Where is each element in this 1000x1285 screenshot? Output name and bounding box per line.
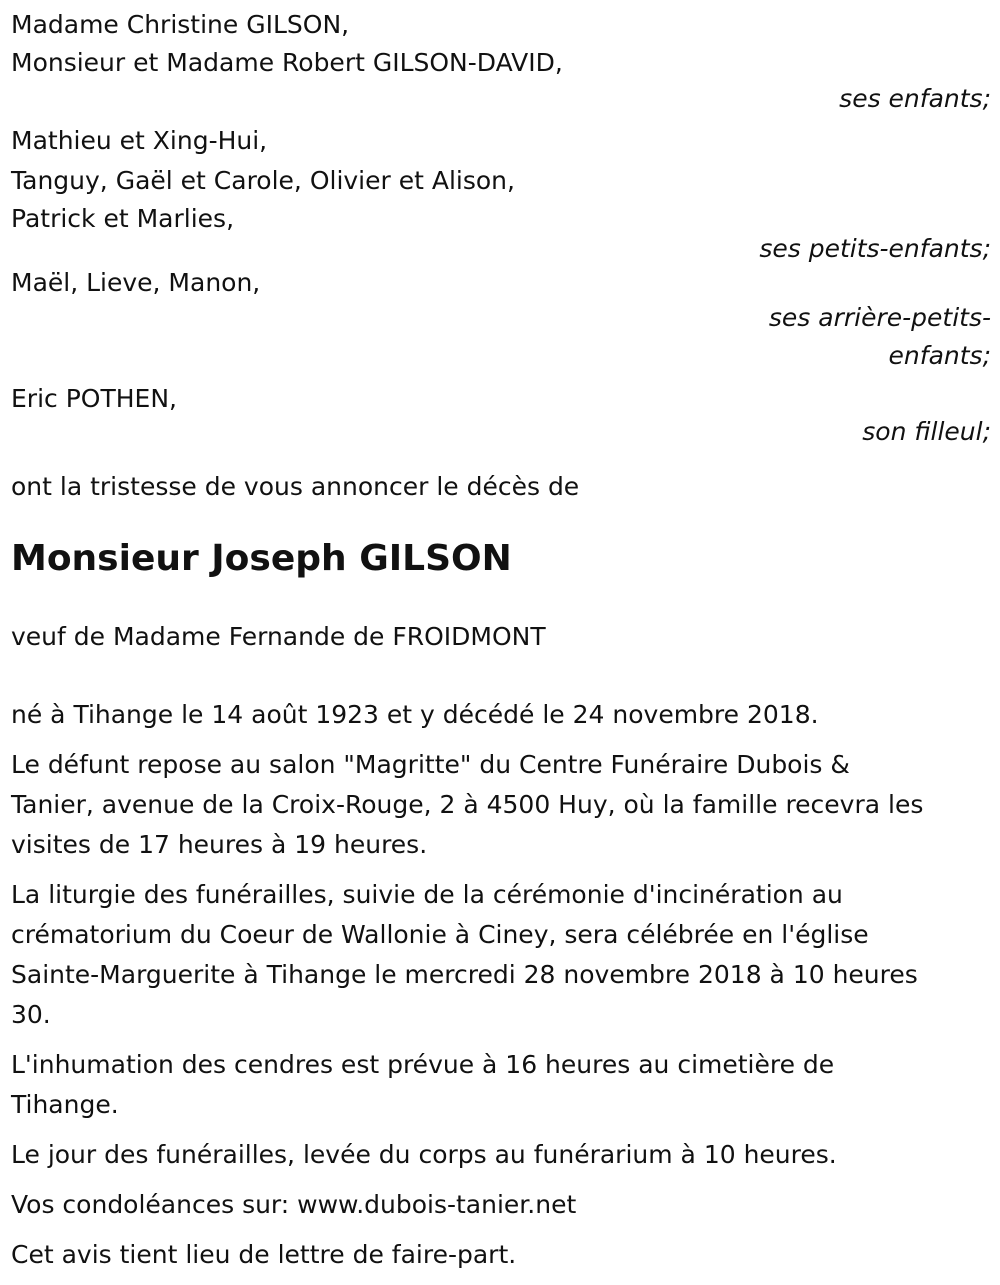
funeral-day-paragraph bbox=[11, 1135, 991, 1175]
great-grandchildren-role: ses arrière-petits- bbox=[768, 303, 991, 332]
grandchildren-role: ses petits-enfants; bbox=[759, 234, 991, 263]
liturgy-line: crématorium du Coeur de Wallonie à Ciney, sera célébrée en l'église bbox=[11, 920, 869, 949]
deceased-name: Monsieur Joseph GILSON bbox=[11, 538, 512, 579]
grandchild-name: Patrick et Marlies, bbox=[11, 204, 235, 233]
grandchild-name: Tanguy, Gaël et Carole, Olivier et Alison, bbox=[11, 166, 515, 195]
repose-line: Le défunt repose au salon "Magritte" du Centre Funéraire Dubois & bbox=[11, 750, 850, 779]
godson-role: son filleul; bbox=[862, 417, 991, 446]
inhumation-line: L'inhumation des cendres est prévue à 16 heures au cimetière de bbox=[11, 1050, 835, 1079]
liturgy-paragraph bbox=[11, 875, 991, 1035]
liturgy-line: La liturgie des funérailles, suivie de la cérémonie d'incinération au bbox=[11, 880, 843, 909]
liturgy-line: 30. bbox=[11, 1000, 51, 1029]
godson-name: Eric POTHEN, bbox=[11, 384, 177, 413]
condolences-paragraph bbox=[11, 1185, 991, 1225]
birth-death-line: né à Tihange le 14 août 1923 et y décédé le 24 novembre 2018. bbox=[11, 700, 819, 729]
liturgy-line: Sainte-Marguerite à Tihange le mercredi 28 novembre 2018 à 10 heures bbox=[11, 960, 918, 989]
notice-paragraph bbox=[11, 1235, 991, 1275]
announcement-text: ont la tristesse de vous annoncer le décès de bbox=[11, 472, 580, 501]
condolences-line: Vos condoléances sur: www.dubois-tanier.net bbox=[11, 1190, 577, 1219]
notice-line: Cet avis tient lieu de lettre de faire-part. bbox=[11, 1240, 517, 1269]
grandchild-name: Mathieu et Xing-Hui, bbox=[11, 126, 268, 155]
great-grandchildren-role: enfants; bbox=[888, 341, 991, 370]
obituary-notice bbox=[11, 5, 991, 1285]
widower-of-text: veuf de Madame Fernande de FROIDMONT bbox=[11, 622, 546, 651]
godson-group bbox=[11, 381, 991, 447]
repose-line: Tanier, avenue de la Croix-Rouge, 2 à 4500 Huy, où la famille recevra les bbox=[11, 790, 924, 819]
inhumation-line: Tihange. bbox=[11, 1090, 119, 1119]
birth-death-paragraph bbox=[11, 695, 991, 735]
inhumation-paragraph bbox=[11, 1045, 991, 1125]
repose-line: visites de 17 heures à 19 heures. bbox=[11, 830, 428, 859]
child-name: Monsieur et Madame Robert GILSON-DAVID, bbox=[11, 48, 563, 77]
great-grandchildren-group bbox=[11, 265, 991, 377]
child-name: Madame Christine GILSON, bbox=[11, 10, 350, 39]
children-group bbox=[11, 5, 991, 117]
great-grandchild-name: Maël, Lieve, Manon, bbox=[11, 268, 261, 297]
grandchildren-group bbox=[11, 121, 991, 261]
funeral-day-line: Le jour des funérailles, levée du corps au funérarium à 10 heures. bbox=[11, 1140, 837, 1169]
children-role: ses enfants; bbox=[839, 84, 991, 113]
repose-paragraph bbox=[11, 745, 991, 865]
